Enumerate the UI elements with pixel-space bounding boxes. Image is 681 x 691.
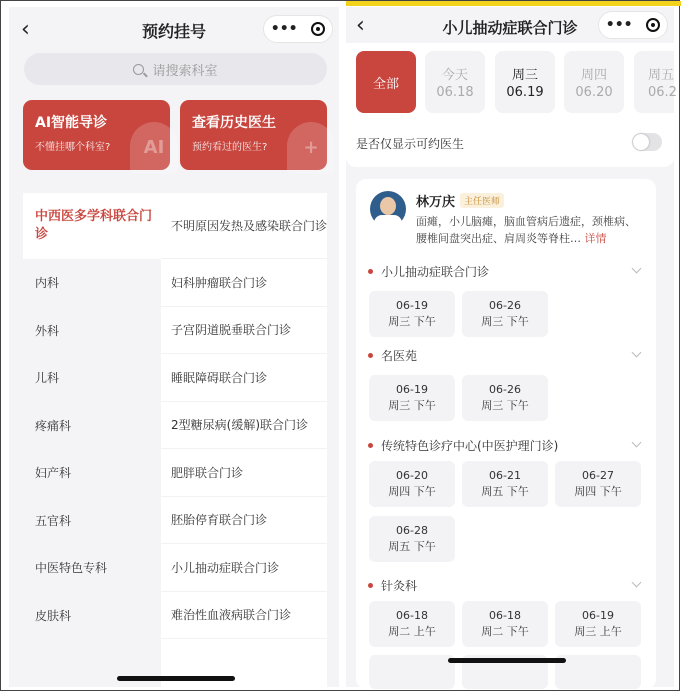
- date-selector: [346, 43, 677, 167]
- ai-guide-card[interactable]: [23, 100, 170, 170]
- ai-guide-subtitle: 不懂挂哪个科室?: [35, 142, 111, 153]
- section-header[interactable]: [368, 437, 558, 454]
- clinic-item[interactable]: 睡眠障碍联合门诊: [161, 354, 327, 402]
- date-chip-label: 今天: [441, 68, 468, 83]
- time-slot[interactable]: [462, 601, 548, 647]
- slot-time: 周五 下午: [388, 540, 436, 553]
- doctor-name: 林万庆: [416, 195, 456, 210]
- slot-date: 06-21: [489, 469, 521, 482]
- slot-date: 06-18: [396, 609, 428, 622]
- clinic-item[interactable]: 难治性血液病联合门诊: [161, 592, 327, 640]
- section-dot: [368, 443, 373, 448]
- chevron-down-icon[interactable]: [632, 264, 642, 274]
- slot-time: 周四 下午: [574, 485, 622, 498]
- chevron-down-icon[interactable]: [632, 348, 642, 358]
- section-dot: [368, 269, 373, 274]
- time-slot[interactable]: [555, 461, 641, 507]
- category-item[interactable]: 疼痛科: [35, 418, 72, 433]
- time-slot-partial[interactable]: [369, 655, 455, 689]
- category-item[interactable]: 妇产科: [35, 466, 72, 481]
- section-header[interactable]: [368, 347, 417, 364]
- clinic-item[interactable]: 肥胖联合门诊: [161, 449, 327, 497]
- date-chip-date: 06.19: [506, 85, 544, 100]
- date-chip-today[interactable]: [425, 51, 485, 113]
- time-slot[interactable]: [369, 461, 455, 507]
- category-item[interactable]: 内科: [35, 276, 60, 291]
- doctor-icon: +: [287, 122, 335, 174]
- specialty-text: 面瘫，小儿脑瘫，脑血管病后遗症，颈椎病、腰椎间盘突出症、肩周炎等脊柱…: [416, 215, 636, 245]
- time-slot[interactable]: [462, 375, 548, 421]
- slot-date: 06-19: [396, 299, 428, 312]
- date-chip-label: 周五: [648, 68, 675, 83]
- search-icon: [133, 64, 144, 75]
- details-link[interactable]: 详情: [584, 232, 607, 245]
- category-item[interactable]: 中西医多学科联合门诊: [23, 193, 161, 259]
- chevron-down-icon[interactable]: [632, 438, 642, 448]
- slot-date: 06-19: [582, 609, 614, 622]
- slot-date: 06-27: [582, 469, 614, 482]
- more-icon[interactable]: •••: [270, 21, 298, 37]
- chevron-down-icon[interactable]: [632, 578, 642, 588]
- back-icon[interactable]: ‹: [21, 17, 30, 42]
- ai-guide-title: AI智能导诊: [35, 115, 108, 131]
- slot-time: 周二 上午: [388, 625, 436, 638]
- time-slot[interactable]: [555, 601, 641, 647]
- clinic-item[interactable]: 小儿抽动症联合门诊: [161, 544, 327, 592]
- time-slot[interactable]: [462, 291, 548, 337]
- section-name: 名医苑: [381, 349, 418, 363]
- category-column: [23, 193, 161, 687]
- history-doctor-title: 查看历史医生: [192, 115, 276, 131]
- mini-program-capsule[interactable]: [263, 15, 333, 43]
- slot-time: 周四 下午: [388, 485, 436, 498]
- clinic-column: [161, 193, 327, 687]
- home-indicator[interactable]: [117, 676, 235, 681]
- slot-time: 周三 下午: [388, 315, 436, 328]
- slot-date: 06-20: [396, 469, 428, 482]
- date-chip-date: 06.2: [648, 85, 677, 100]
- category-item[interactable]: 外科: [35, 323, 60, 338]
- close-target-icon[interactable]: [311, 22, 325, 36]
- search-input[interactable]: [24, 53, 327, 85]
- slot-time: 周三 下午: [388, 399, 436, 412]
- doctor-title-badge: 主任医师: [460, 193, 504, 208]
- date-chip-date: 06.20: [575, 85, 613, 100]
- section-name: 传统特色诊疗中心(中医护理门诊): [381, 439, 559, 453]
- date-chip-thu[interactable]: [564, 51, 624, 113]
- category-item[interactable]: 儿科: [35, 371, 60, 386]
- date-chip-label: 周四: [580, 68, 607, 83]
- clinic-item[interactable]: 胚胎停育联合门诊: [161, 497, 327, 545]
- doctor-specialty: [416, 213, 644, 247]
- clinic-title: 小儿抽动症联合门诊: [442, 19, 578, 37]
- section-dot: [368, 353, 373, 358]
- date-chip-wed[interactable]: [495, 51, 555, 113]
- clinic-schedule-panel: [346, 7, 677, 687]
- clinic-item[interactable]: 2型糖尿病(缓解)联合门诊: [161, 402, 327, 450]
- slot-date: 06-28: [396, 524, 428, 537]
- slot-date: 06-18: [489, 609, 521, 622]
- category-item[interactable]: 皮肤科: [35, 608, 72, 623]
- available-filter-label: 是否仅显示可约医生: [356, 137, 465, 151]
- clinic-item[interactable]: 不明原因发热及感染联合门诊: [161, 193, 327, 259]
- close-target-icon[interactable]: [646, 18, 660, 32]
- page-title: 预约挂号: [141, 22, 206, 41]
- slot-date: 06-26: [489, 383, 521, 396]
- date-chip-fri[interactable]: [634, 51, 677, 113]
- slot-time: 周五 下午: [481, 485, 529, 498]
- category-item[interactable]: 中医特色专科: [35, 561, 108, 576]
- doctor-card: [356, 179, 656, 689]
- slot-time: 周三 下午: [481, 399, 529, 412]
- slot-date: 06-19: [396, 383, 428, 396]
- slot-time: 周三 上午: [574, 625, 622, 638]
- clinic-item[interactable]: 妇科肿瘤联合门诊: [161, 259, 327, 307]
- more-icon[interactable]: •••: [605, 17, 633, 33]
- date-chip-label: 全部: [372, 76, 399, 92]
- time-slot[interactable]: [462, 461, 548, 507]
- clinic-item[interactable]: 子宫阴道脱垂联合门诊: [161, 307, 327, 355]
- section-header[interactable]: [368, 577, 417, 594]
- history-doctor-subtitle: 预约看过的医生?: [192, 142, 268, 153]
- time-slot-partial[interactable]: [555, 655, 641, 689]
- date-chip-all[interactable]: [356, 51, 416, 113]
- left-navbar: [9, 7, 339, 51]
- category-item[interactable]: 五官科: [35, 513, 72, 528]
- section-dot: [368, 583, 373, 588]
- search-placeholder: 请搜索科室: [152, 63, 218, 79]
- section-name: 针灸科: [381, 579, 418, 593]
- history-doctor-card[interactable]: [180, 100, 327, 170]
- slot-time: 周二 下午: [481, 625, 529, 638]
- top-stripe: [346, 1, 681, 6]
- date-chip-label: 周三: [511, 68, 538, 83]
- time-slot[interactable]: [369, 375, 455, 421]
- doctor-avatar[interactable]: [370, 191, 406, 227]
- home-indicator[interactable]: [448, 658, 566, 663]
- time-slot[interactable]: [369, 601, 455, 647]
- mini-program-capsule[interactable]: [598, 11, 668, 39]
- date-chip-date: 06.18: [436, 85, 474, 100]
- slot-time: 周三 下午: [481, 315, 529, 328]
- back-icon[interactable]: ‹: [356, 13, 365, 38]
- available-filter-toggle[interactable]: [632, 133, 662, 151]
- ai-robot-icon: AI: [130, 122, 178, 174]
- slot-date: 06-26: [489, 299, 521, 312]
- section-header[interactable]: [368, 263, 489, 280]
- time-slot[interactable]: [369, 516, 455, 562]
- section-name: 小儿抽动症联合门诊: [381, 265, 490, 279]
- time-slot[interactable]: [369, 291, 455, 337]
- department-panel: [9, 7, 339, 687]
- department-list: [9, 183, 339, 687]
